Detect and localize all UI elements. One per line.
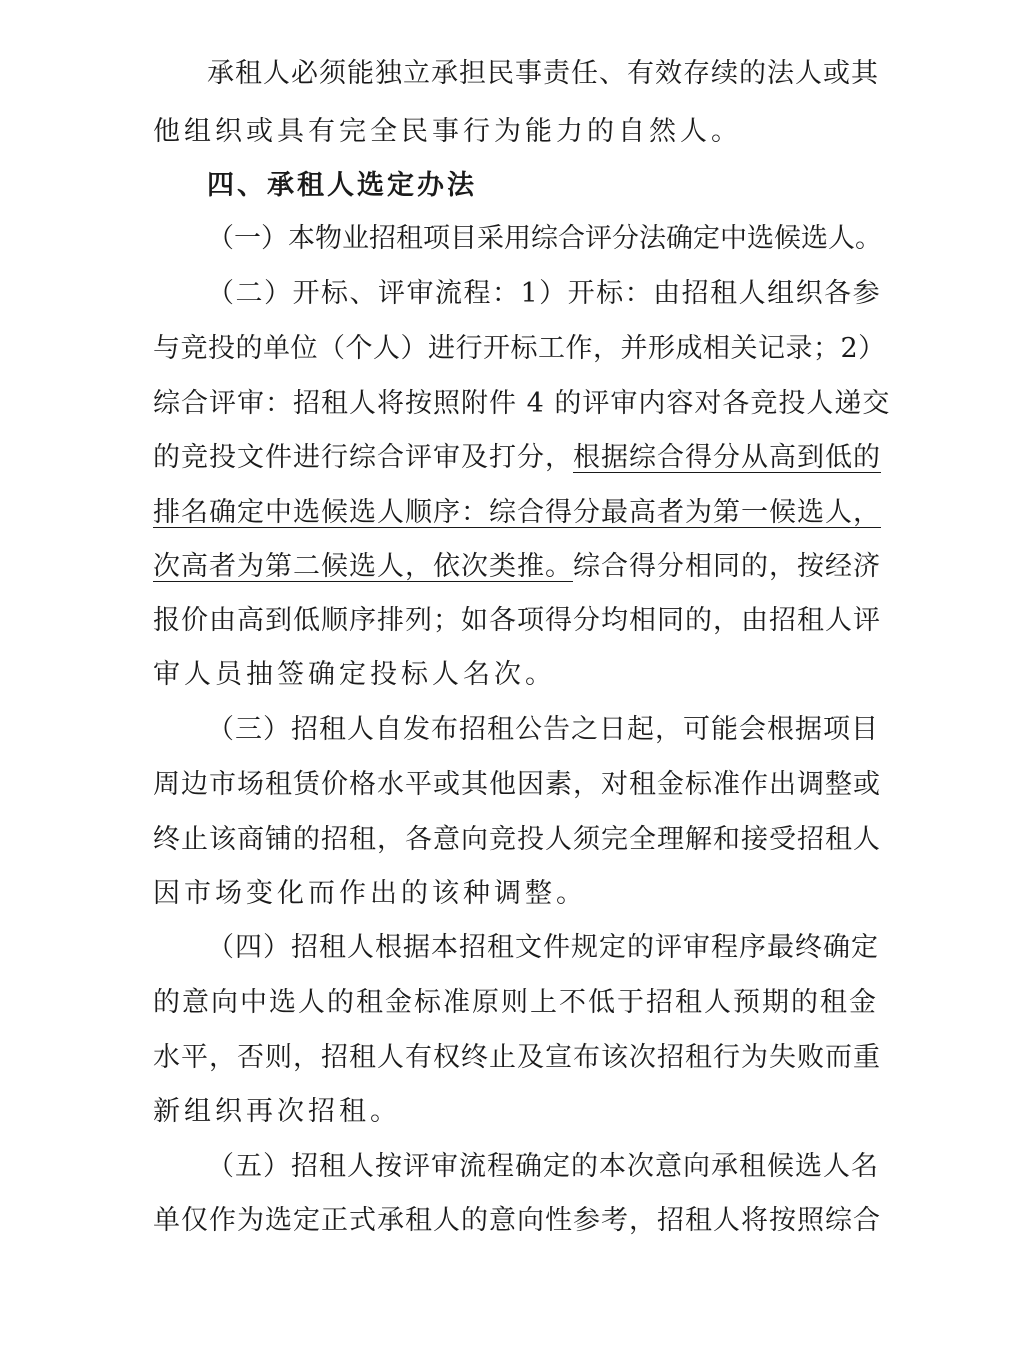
underlined-text: 根据综合得分从高到低的 (573, 442, 881, 473)
underlined-line: 排名确定中选候选人顺序：综合得分最高者为第一候选人， (153, 497, 881, 528)
plain-text: 综合得分相同的，按经济 (573, 551, 881, 582)
paragraph-line: 单仅作为选定正式承租人的意向性参考，招租人将按照综合 (153, 1205, 881, 1236)
paragraph-line: （二）开标、评审流程：1）开标：由招租人组织各参 (207, 278, 882, 309)
paragraph-line: （四）招租人根据本招租文件规定的评审程序最终确定 (207, 932, 879, 963)
paragraph-line: 与竞投的单位（个人）进行开标工作，并形成相关记录；2） (153, 333, 886, 364)
paragraph-line: 综合评审：招租人将按照附件 4 的评审内容对各竞投人递交 (153, 388, 891, 419)
paragraph-line: 因市场变化而作出的该种调整。 (153, 878, 587, 909)
paragraph-line: 报价由高到低顺序排列；如各项得分均相同的，由招租人评 (153, 605, 881, 636)
paragraph-line: （三）招租人自发布招租公告之日起，可能会根据项目 (207, 714, 879, 745)
plain-text: 的竞投文件进行综合评审及打分， (153, 442, 573, 473)
underlined-text: 次高者为第二候选人，依次类推。 (153, 551, 573, 582)
paragraph-line: 新组织再次招租。 (153, 1096, 401, 1127)
paragraph-line: 审人员抽签确定投标人名次。 (153, 659, 556, 690)
paragraph-line: 承租人必须能独立承担民事责任、有效存续的法人或其 (207, 58, 879, 89)
paragraph-line: 的意向中选人的租金标准原则上不低于招租人预期的租金 (153, 987, 878, 1018)
paragraph-line: 他组织或具有完全民事行为能力的自然人。 (153, 116, 742, 147)
paragraph-line: （五）招租人按评审流程确定的本次意向承租候选人名 (207, 1151, 879, 1182)
paragraph-line (153, 440, 881, 476)
paragraph-line: 水平，否则，招租人有权终止及宣布该次招租行为失败而重 (153, 1042, 881, 1073)
paragraph-line: 终止该商铺的招租，各意向竞投人须完全理解和接受招租人 (153, 824, 881, 855)
section-heading: 四、承租人选定办法 (207, 170, 477, 201)
paragraph-line: 周边市场租赁价格水平或其他因素，对租金标准作出调整或 (153, 769, 881, 800)
paragraph-line: （一）本物业招租项目采用综合评分法确定中选候选人。 (207, 223, 882, 254)
paragraph-line (153, 549, 881, 585)
